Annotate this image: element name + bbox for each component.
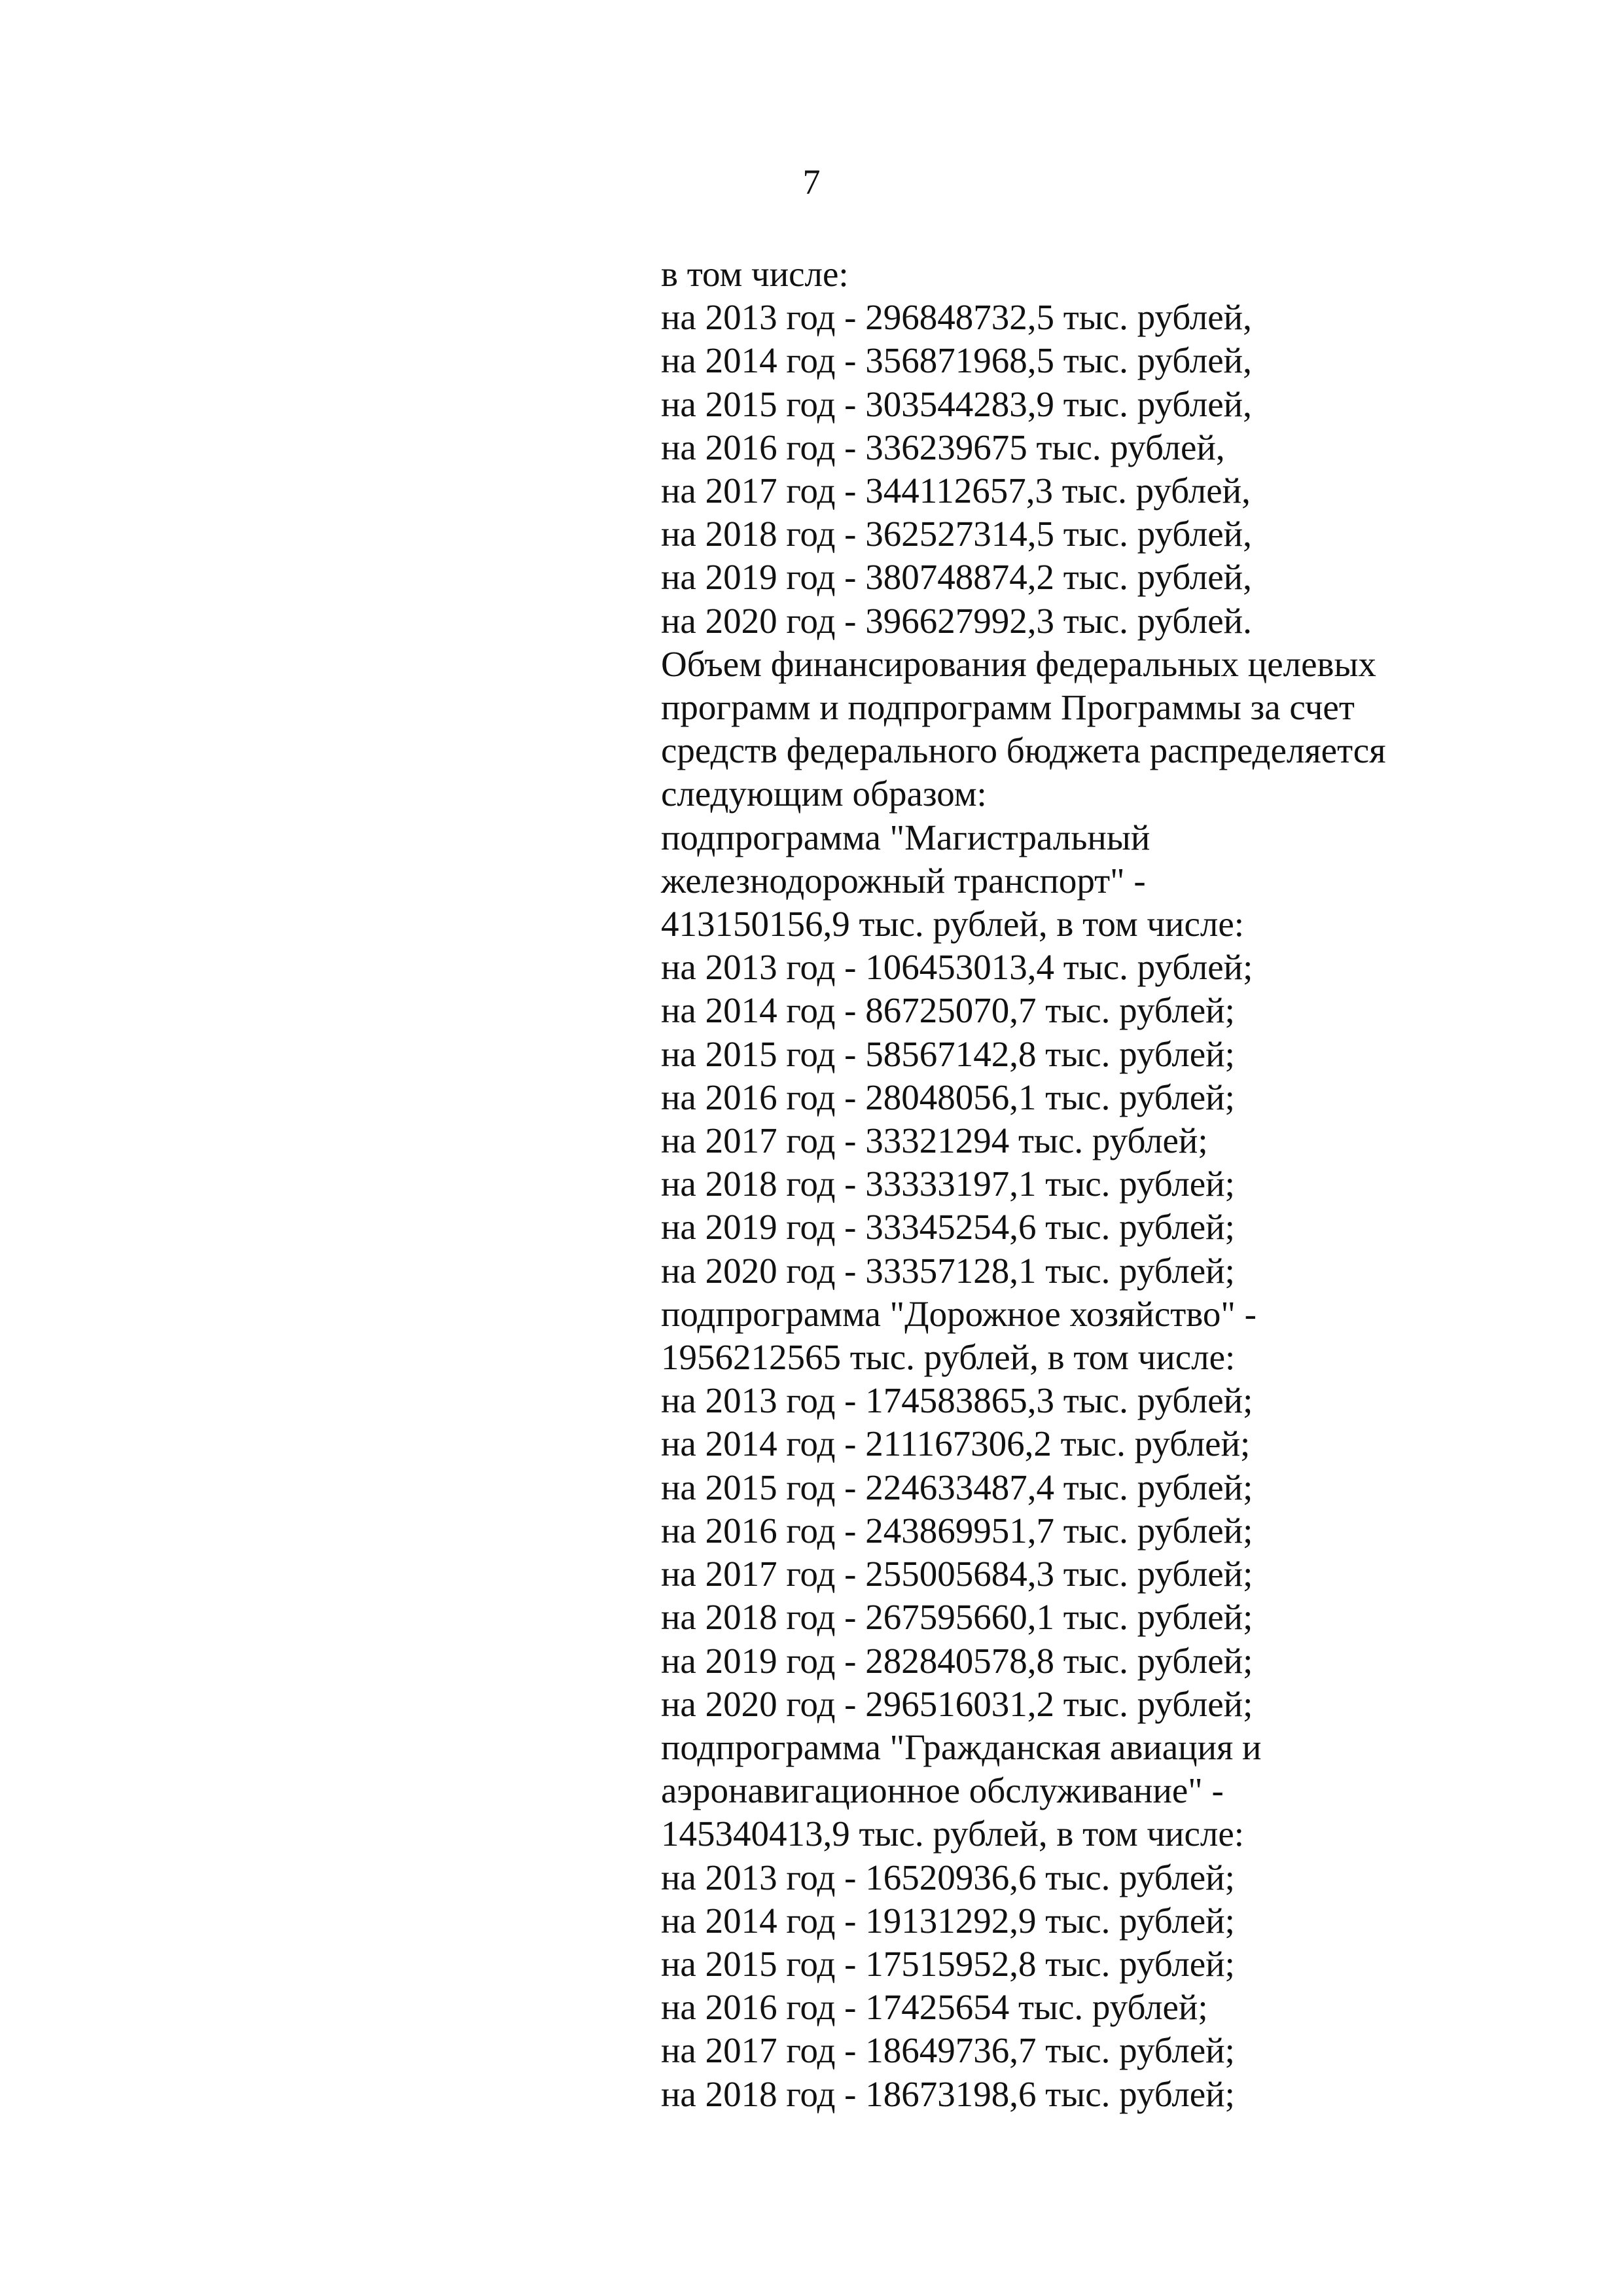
text-line: на 2016 год - 28048056,1 тыс. рублей;	[661, 1077, 1235, 1117]
text-line: следующим образом:	[661, 774, 987, 814]
text-line: 413150156,9 тыс. рублей, в том числе:	[661, 904, 1245, 944]
page-number: 7	[802, 162, 821, 202]
text-line: на 2013 год - 174583865,3 тыс. рублей;	[661, 1380, 1253, 1421]
text-line: на 2013 год - 106453013,4 тыс. рублей;	[661, 947, 1253, 988]
text-line: на 2019 год - 282840578,8 тыс. рублей;	[661, 1640, 1253, 1681]
text-line: на 2015 год - 224633487,4 тыс. рублей;	[661, 1467, 1253, 1507]
text-line: на 2015 год - 303544283,9 тыс. рублей,	[661, 384, 1252, 424]
text-line: на 2016 год - 17425654 тыс. рублей;	[661, 1987, 1208, 2028]
text-line: подпрограмма "Магистральный	[661, 817, 1150, 857]
text-line: на 2017 год - 18649736,7 тыс. рублей;	[661, 2030, 1235, 2071]
text-line: 1956212565 тыс. рублей, в том числе:	[661, 1337, 1236, 1378]
text-line: на 2015 год - 17515952,8 тыс. рублей;	[661, 1943, 1235, 1984]
text-line: на 2020 год - 396627992,3 тыс. рублей.	[661, 600, 1252, 641]
text-line: аэронавигационное обслуживание" -	[661, 1770, 1224, 1811]
text-line: на 2013 год - 16520936,6 тыс. рублей;	[661, 1857, 1235, 1897]
text-line: на 2019 год - 33345254,6 тыс. рублей;	[661, 1207, 1235, 1247]
text-line: подпрограмма "Дорожное хозяйство" -	[661, 1293, 1257, 1334]
text-line: на 2019 год - 380748874,2 тыс. рублей,	[661, 557, 1252, 598]
text-line: на 2013 год - 296848732,5 тыс. рублей,	[661, 297, 1252, 338]
text-column	[661, 253, 1472, 2116]
text-line: на 2018 год - 267595660,1 тыс. рублей;	[661, 1597, 1253, 1638]
text-line: на 2014 год - 211167306,2 тыс. рублей;	[661, 1424, 1251, 1464]
text-line: железнодорожный транспорт" -	[661, 860, 1146, 901]
text-line: на 2020 год - 296516031,2 тыс. рублей;	[661, 1683, 1253, 1724]
text-line: на 2016 год - 243869951,7 тыс. рублей;	[661, 1510, 1253, 1551]
text-line: на 2014 год - 19131292,9 тыс. рублей;	[661, 1900, 1235, 1941]
text-line: на 2014 год - 86725070,7 тыс. рублей;	[661, 990, 1235, 1031]
text-line: на 2018 год - 33333197,1 тыс. рублей;	[661, 1164, 1235, 1204]
text-line: на 2017 год - 33321294 тыс. рублей;	[661, 1121, 1208, 1161]
text-line: на 2020 год - 33357128,1 тыс. рублей;	[661, 1250, 1235, 1291]
text-line: Объем финансирования федеральных целевых	[661, 643, 1376, 684]
text-line: 145340413,9 тыс. рублей, в том числе:	[661, 1814, 1245, 1854]
text-line: на 2014 год - 356871968,5 тыс. рублей,	[661, 340, 1252, 381]
text-line: в том числе:	[661, 254, 849, 294]
text-line: на 2016 год - 336239675 тыс. рублей,	[661, 427, 1225, 467]
text-line: на 2018 год - 18673198,6 тыс. рублей;	[661, 2073, 1235, 2114]
text-line: средств федерального бюджета распределяется	[661, 730, 1386, 771]
text-line: на 2018 год - 362527314,5 тыс. рублей,	[661, 514, 1252, 554]
text-line: на 2017 год - 344112657,3 тыс. рублей,	[661, 471, 1251, 511]
text-line: на 2015 год - 58567142,8 тыс. рублей;	[661, 1033, 1235, 1074]
text-line: программ и подпрограмм Программы за счет	[661, 687, 1355, 728]
text-line: подпрограмма "Гражданская авиация и	[661, 1727, 1262, 1767]
text-line: на 2017 год - 255005684,3 тыс. рублей;	[661, 1554, 1253, 1594]
